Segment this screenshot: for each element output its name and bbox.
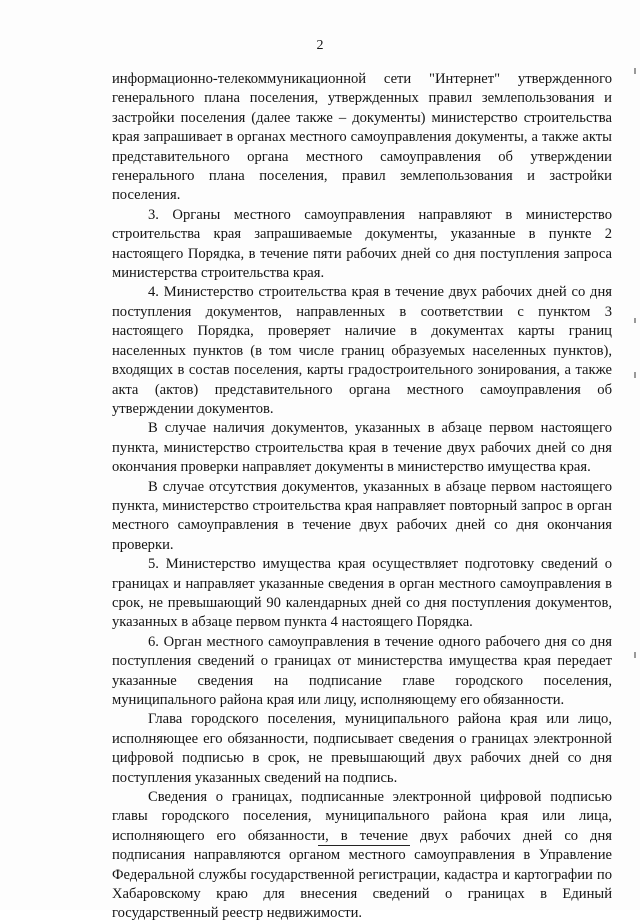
scan-margin-mark [634,68,636,74]
paragraph-item-4-documents-absent: В случае отсутствия документов, указанных в абзаце первом настоящего пункта, министерство строительства края направляет повторный запрос в орган местного самоуправления в течение двух рабочих дней со дня окончания проверки. [112,478,612,553]
document-body [112,70,612,924]
paragraph-item-5: 5. Министерство имущества края осуществляет подготовку сведений о границах и направляет указанные сведения в орган местного самоуправления в срок, не превышающий 90 календарных дней со дня поступления документов, указанных в абзаце первом пункта 4 настоящего Порядка. [112,556,612,631]
paragraph-item-6-submission: Сведения о границах, подписанные электронной цифровой подписью главы городского поселения, муниципального района края или лица, исполняющего его обязанности, в течение двух рабочих дней со дня подписания направляются органом местного самоуправления в Управление Федеральной службы государственной регистрации, кадастра и картографии по Хабаровскому краю для внесения сведений о границах в Единый государственный реестр недвижимости. [112,789,612,922]
paragraph-item-4: 4. Министерство строительства края в течение двух рабочих дней со дня поступления документов, направленных в соответствии с пунктом 3 настоящего Порядка, проверяет наличие в документах карты границ населенных пунктов (в том числе границ образуемых населенных пунктов), входящих в состав поселения, карты градостроительного зонирования, а также акта (актов) представительного органа местного самоуправления об утверждении документов. [112,284,612,417]
paragraph-continuation: информационно-телекоммуникационной сети "Интернет" утвержденного генерального плана поселения, утвержденных правил землепользования и застройки поселения (далее также – документы) министерство строительства края запрашивает в органах местного самоуправления документы, а также акты представительного органа местного самоуправления об утверждении генерального плана поселения, правил землепользования и застройки поселения. [112,71,612,204]
page-number: 2 [316,38,324,53]
paragraph-item-6: 6. Орган местного самоуправления в течение одного рабочего дня со дня поступления сведений о границах от министерства имущества края передает указанные сведения на подписание главе городского поселения, муниципального района края или лицу, исполняющему его обязанности. [112,633,612,708]
scan-margin-mark [634,372,636,378]
paragraph-item-6-signing: Глава городского поселения, муниципального района края или лицо, исполняющее его обязанности, подписывает сведения о границах электронной цифровой подписью в срок, не превышающий двух рабочих дней со дня поступления указанных сведений на подпись. [112,711,612,786]
paragraph-item-4-documents-present: В случае наличия документов, указанных в абзаце первом настоящего пункта, министерство строительства края в течение двух рабочих дней со дня окончания проверки направляет документы в министерство имущества края. [112,420,612,476]
end-separator-line [318,845,410,846]
paragraph-item-3: 3. Органы местного самоуправления направляют в министерство строительства края запрашиваемые документы, указанные в пункте 2 настоящего Порядка, в течение пяти рабочих дней со дня поступления запроса министерства строительства края. [112,206,612,282]
scan-margin-mark [634,318,636,323]
scan-margin-mark [634,652,636,658]
